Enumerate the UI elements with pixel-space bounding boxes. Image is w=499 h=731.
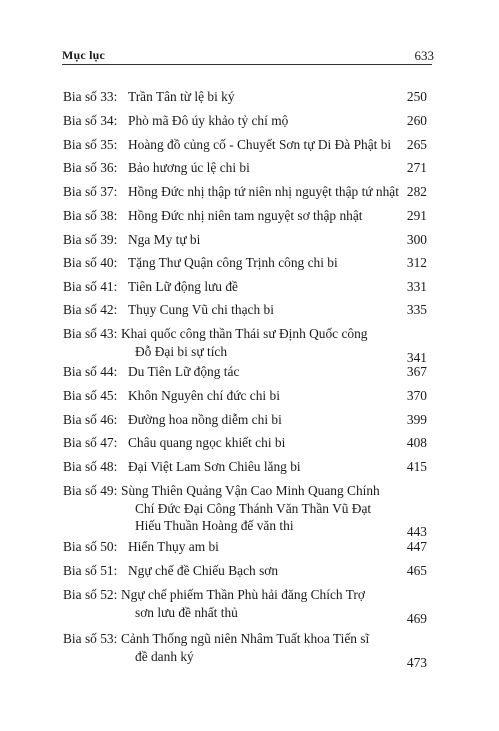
entry-label: Bia số 35: xyxy=(63,137,118,152)
entry-title-line: Hồng Đức nhị thập tứ niên nhị nguyệt thập tứ nhật xyxy=(128,184,399,199)
entry-label: Bia số 38: xyxy=(63,208,118,223)
entry-page-number: 341 xyxy=(406,349,427,365)
entry-label: Bia số 53: xyxy=(63,631,118,646)
entry-label: Bia số 39: xyxy=(63,232,118,247)
entry-label: Bia số 46: xyxy=(63,412,118,427)
header-divider xyxy=(62,64,432,65)
entry-title-line: Đường hoa nồng diễm chi bi xyxy=(128,412,282,427)
entry-page-number: 408 xyxy=(406,435,427,450)
entry-title-line: Phò mã Đô úy khảo tỷ chí mộ xyxy=(128,113,289,128)
entry-title-line: Du Tiên Lữ động tác xyxy=(128,364,240,379)
entry-title xyxy=(128,254,338,272)
entry-title xyxy=(128,136,391,154)
entry-title xyxy=(128,411,282,429)
entry-page-number: 291 xyxy=(406,208,427,223)
entry-title xyxy=(128,458,301,476)
entry-page-number: 415 xyxy=(406,459,427,474)
entry-page-number: 260 xyxy=(406,113,427,128)
entry-page-number: 250 xyxy=(406,89,427,104)
entry-title-line: Khôn Nguyên chí đức chi bi xyxy=(128,388,280,403)
entry-title-line: Bảo hương úc lệ chi bi xyxy=(128,160,250,175)
entry-label: Bia số 43: xyxy=(63,326,118,341)
entry-label: Bia số 44: xyxy=(63,364,118,379)
entry-label: Bia số 49: xyxy=(63,483,118,498)
entry-title xyxy=(121,586,365,621)
entry-page-number: 469 xyxy=(406,610,427,626)
entry-label: Bia số 40: xyxy=(63,255,118,270)
entry-title-line: Đỗ Đại bi sự tích xyxy=(135,343,228,359)
entry-title-line: sơn lưu đề nhất thủ xyxy=(135,604,238,620)
entry-label: Bia số 52: xyxy=(63,587,118,602)
entry-page-number: 331 xyxy=(406,279,427,294)
entry-title xyxy=(128,207,363,225)
entry-page-number: 300 xyxy=(406,232,427,247)
entry-label: Bia số 37: xyxy=(63,184,118,199)
entry-title-line: Cảnh Thống ngũ niên Nhâm Tuất khoa Tiến sĩ xyxy=(121,631,370,646)
entry-title xyxy=(128,363,239,381)
entry-title xyxy=(128,278,238,296)
entry-label: Bia số 33: xyxy=(63,89,118,104)
entry-title-line: Ngự chế phiếm Thần Phù hải đăng Chích Trợ xyxy=(121,587,365,602)
entry-title xyxy=(128,538,219,556)
entry-title-line: Tiên Lữ động lưu đề xyxy=(128,279,238,294)
entry-title xyxy=(128,231,200,249)
entry-title xyxy=(128,434,285,452)
entry-title-line: Thụy Cung Vũ chi thạch bi xyxy=(128,302,274,317)
entry-title xyxy=(128,88,235,106)
entry-page-number: 312 xyxy=(406,255,427,270)
entry-title-line: Trần Tân từ lệ bi ký xyxy=(128,89,235,104)
entry-title-line: Chí Đức Đại Công Thánh Văn Thần Vũ Đạt xyxy=(135,500,372,516)
entry-label: Bia số 42: xyxy=(63,302,118,317)
entry-title xyxy=(128,387,280,405)
entry-title-line: Khai quốc công thần Thái sư Định Quốc công xyxy=(121,326,368,341)
entry-label: Bia số 47: xyxy=(63,435,118,450)
entry-title xyxy=(128,562,278,580)
entry-title-line: Hoàng đồ củng cố - Chuyết Sơn tự Di Đà Phật bi xyxy=(128,137,392,152)
entry-title-line: Đại Việt Lam Sơn Chiêu lăng bi xyxy=(128,459,301,474)
page-header xyxy=(62,48,432,66)
entry-title xyxy=(121,482,380,535)
section-title: Mục lục xyxy=(62,48,106,62)
entry-label: Bia số 50: xyxy=(63,539,118,554)
entry-label: Bia số 51: xyxy=(63,563,118,578)
entry-title xyxy=(121,630,369,665)
entry-label: Bia số 34: xyxy=(63,113,118,128)
entry-title-line: Hiếu Thuần Hoàng đế văn thi xyxy=(135,518,294,533)
entry-page-number: 370 xyxy=(406,388,427,403)
entry-title xyxy=(128,112,288,130)
entry-title-line: Hồng Đức nhị niên tam nguyệt sơ thập nhật xyxy=(128,208,363,223)
entry-title-line: Tặng Thư Quận công Trịnh công chi bi xyxy=(128,255,338,270)
entry-title xyxy=(128,159,250,177)
entry-title-line: Nga My tự bi xyxy=(128,232,201,247)
entry-page-number: 447 xyxy=(406,539,427,554)
entry-title-line: Châu quang ngọc khiết chi bi xyxy=(128,435,286,450)
entry-label: Bia số 36: xyxy=(63,160,118,175)
entry-page-number: 271 xyxy=(406,160,427,175)
entry-page-number: 367 xyxy=(406,364,427,379)
entry-label: Bia số 45: xyxy=(63,388,118,403)
entry-page-number: 473 xyxy=(406,654,427,670)
entry-page-number: 465 xyxy=(406,563,427,578)
entry-page-number: 399 xyxy=(406,412,427,427)
entry-title-line: Hiển Thụy am bi xyxy=(128,539,219,554)
entry-page-number: 282 xyxy=(406,184,427,199)
entry-title xyxy=(121,325,368,360)
entry-title xyxy=(128,301,274,319)
entry-page-number: 265 xyxy=(406,137,427,152)
entry-page-number: 335 xyxy=(406,302,427,317)
entry-title-line: đề danh ký xyxy=(135,648,194,664)
page-number: 633 xyxy=(414,48,434,63)
entry-title-line: Sùng Thiên Quảng Vận Cao Minh Quang Chính xyxy=(121,483,380,498)
entry-label: Bia số 41: xyxy=(63,279,118,294)
entry-title xyxy=(128,183,399,201)
entry-page-number: 443 xyxy=(406,524,427,539)
entry-title-line: Ngự chế đề Chiếu Bạch sơn xyxy=(128,563,279,578)
entry-label: Bia số 48: xyxy=(63,459,118,474)
